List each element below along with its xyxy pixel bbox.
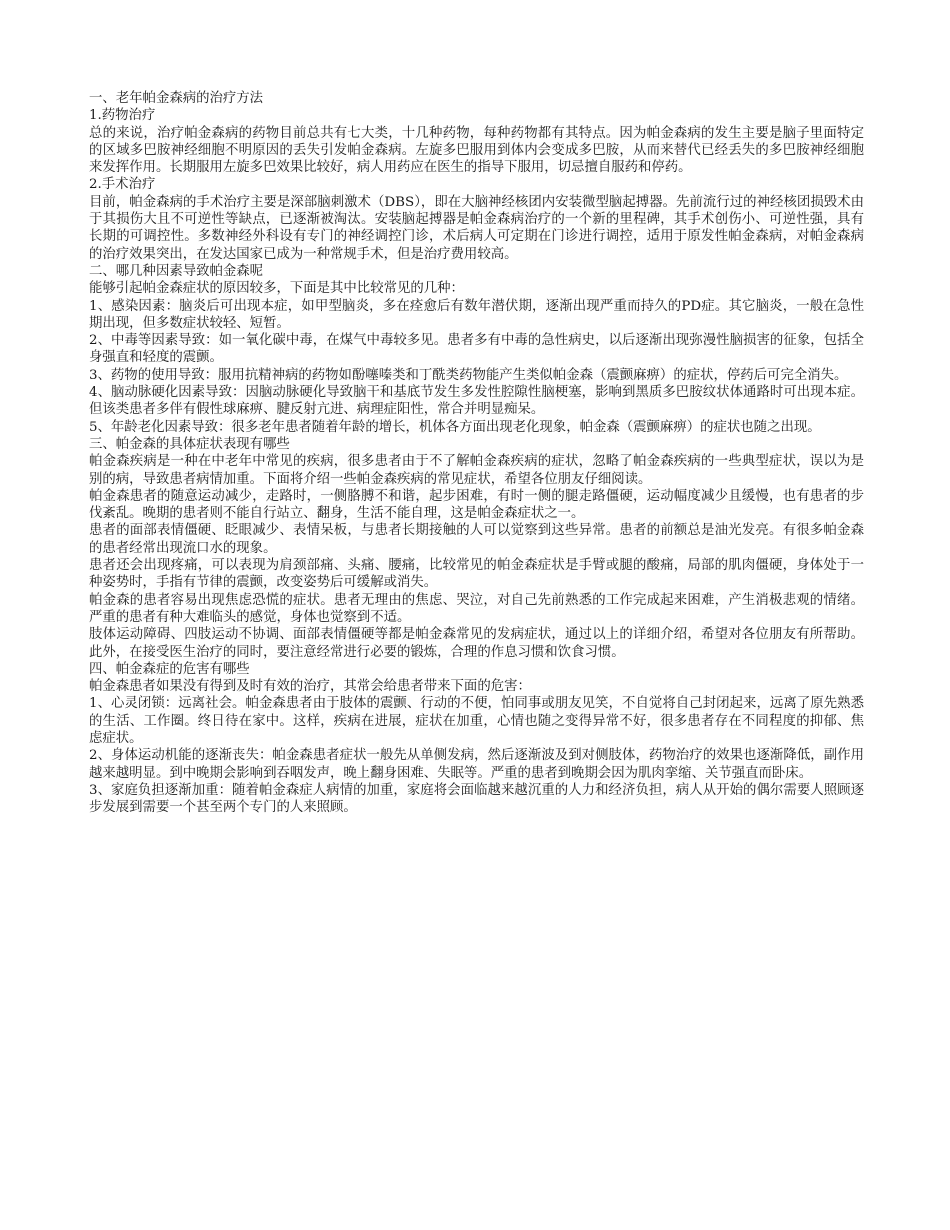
paragraph-symptoms-face: 患者的面部表情僵硬、眨眼减少、表情呆板，与患者长期接触的人可以觉察到这些异常。患者的前额总是油光发亮。有很多帕金森的患者经常出现流口水的现象。 <box>89 523 864 556</box>
list-item-cause-infection: 1、感染因素：脑炎后可出现本症，如甲型脑炎，多在痊愈后有数年潜伏期，逐渐出现严重而持久的PD症。其它脑炎，一般在急性期出现，但多数症状较轻、短暂。 <box>89 298 864 331</box>
paragraph-symptoms-intro: 帕金森疾病是一种在中老年中常见的疾病，很多患者由于不了解帕金森疾病的症状，忽略了帕金森疾病的一些典型症状，误以为是别的病，导致患者病情加重。下面将介绍一些帕金森疾病的常见症状，希望各位朋友仔细阅读。 <box>89 454 864 487</box>
section-heading-harms: 四、帕金森症的危害有哪些 <box>89 661 250 677</box>
subheading-drug-therapy: 1.药物治疗 <box>89 108 156 124</box>
section-heading-symptoms: 三、帕金森的具体症状表现有哪些 <box>89 436 290 452</box>
list-item-harm-isolation: 1、心灵闭锁：远离社会。帕金森患者由于肢体的震颤、行动的不便，怕同事或朋友见笑，不自觉将自己封闭起来，远离了原先熟悉的生活、工作圈。终日待在家中。这样，疾病在进展，症状在加重，心情也随之变得异常不好，很多患者存在不同程度的抑郁、焦虑症状。 <box>89 696 864 746</box>
paragraph-symptoms-summary: 肢体运动障碍、四肢运动不协调、面部表情僵硬等都是帕金森常见的发病症状，通过以上的详细介绍，希望对各位朋友有所帮助。此外，在接受医生治疗的同时，要注意经常进行必要的锻炼，合理的作息习惯和饮食习惯。 <box>89 627 864 660</box>
subheading-surgery: 2.手术治疗 <box>89 177 156 193</box>
list-item-cause-aging: 5、年龄老化因素导致：很多老年患者随着年龄的增长，机体各方面出现老化现象，帕金森（震颤麻痹）的症状也随之出现。 <box>89 419 821 435</box>
paragraph-harms-intro: 帕金森患者如果没有得到及时有效的治疗，其常会给患者带来下面的危害： <box>89 679 531 695</box>
paragraph-surgery: 目前，帕金森病的手术治疗主要是深部脑刺激术（DBS），即在大脑神经核团内安装微型脑起搏器。先前流行过的神经核团损毁术由于其损伤大且不可逆性等缺点，已逐渐被淘汰。安装脑起搏器是帕金森病治疗的一个新的里程碑，其手术创伤小、可逆性强，具有长期的可调控性。多数神经外科设有专门的神经调控门诊，术后病人可定期在门诊进行调控，适用于原发性帕金森病，对帕金森病的治疗效果突出，在发达国家已成为一种常规手术，但是治疗费用较高。 <box>89 194 864 262</box>
list-item-cause-arteriosclerosis: 4、脑动脉硬化因素导致：因脑动脉硬化导致脑干和基底节发生多发性腔隙性脑梗塞，影响到黑质多巴胺纹状体通路时可出现本症。但该类患者多伴有假性球麻痹、腱反射亢进、病理症阳性，常合并明显痴呆。 <box>89 385 864 418</box>
list-item-harm-motor-loss: 2、身体运动机能的逐渐丧失：帕金森患者症状一般先从单侧发病，然后逐渐波及到对侧肢体，药物治疗的效果也逐渐降低，副作用越来越明显。到中晚期会影响到吞咽发声，晚上翻身困难、失眠等。严重的患者到晚期会因为肌肉挛缩、关节强直而卧床。 <box>89 748 864 781</box>
list-item-cause-poisoning: 2、中毒等因素导致：如一氧化碳中毒，在煤气中毒较多见。患者多有中毒的急性病史，以后逐渐出现弥漫性脑损害的征象，包括全身强直和轻度的震颤。 <box>89 333 864 366</box>
list-item-cause-drugs: 3、药物的使用导致：服用抗精神病的药物如酚噻嗪类和丁酰类药物能产生类似帕金森（震颤麻痹）的症状，停药后可完全消失。 <box>89 367 848 383</box>
paragraph-symptoms-anxiety: 帕金森的患者容易出现焦虑恐慌的症状。患者无理由的焦虑、哭泣，对自己先前熟悉的工作完成起来困难，产生消极悲观的情绪。严重的患者有种大难临头的感觉，身体也觉察到不适。 <box>89 592 864 625</box>
paragraph-symptoms-pain: 患者还会出现疼痛，可以表现为肩颈部痛、头痛、腰痛，比较常见的帕金森症状是手臂或腿的酸痛，局部的肌肉僵硬，身体处于一种姿势时，手指有节律的震颤，改变姿势后可缓解或消失。 <box>89 558 864 591</box>
paragraph-symptoms-movement: 帕金森患者的随意运动减少，走路时，一侧胳膊不和谐，起步困难，有时一侧的腿走路僵硬，运动幅度减少且缓慢，也有患者的步伐紊乱。晚期的患者则不能自行站立、翻身，生活不能自理，这是帕金森症状之一。 <box>89 488 864 522</box>
section-heading-treatment: 一、老年帕金森病的治疗方法 <box>89 91 264 106</box>
paragraph-causes-intro: 能够引起帕金森症状的原因较多，下面是其中比较常见的几种： <box>89 281 464 297</box>
paragraph-drug-therapy: 总的来说，治疗帕金森病的药物目前总共有七大类，十几种药物，每种药物都有其特点。因为帕金森病的发生主要是脑子里面特定的区域多巴胺神经细胞不明原因的丢失引发帕金森病。左旋多巴服用到体内会变成多巴胺，从而来替代已经丢失的多巴胺神经细胞来发挥作用。长期服用左旋多巴效果比较好，病人用药应在医生的指导下服用，切忌擅自服药和停药。 <box>89 125 864 176</box>
document-body <box>89 90 864 816</box>
section-heading-causes: 二、哪几种因素导致帕金森呢 <box>89 263 264 279</box>
list-item-harm-family-burden: 3、家庭负担逐渐加重：随着帕金森症人病情的加重，家庭将会面临越来越沉重的人力和经济负担，病人从开始的偶尔需要人照顾逐步发展到需要一个甚至两个专门的人来照顾。 <box>89 782 864 816</box>
